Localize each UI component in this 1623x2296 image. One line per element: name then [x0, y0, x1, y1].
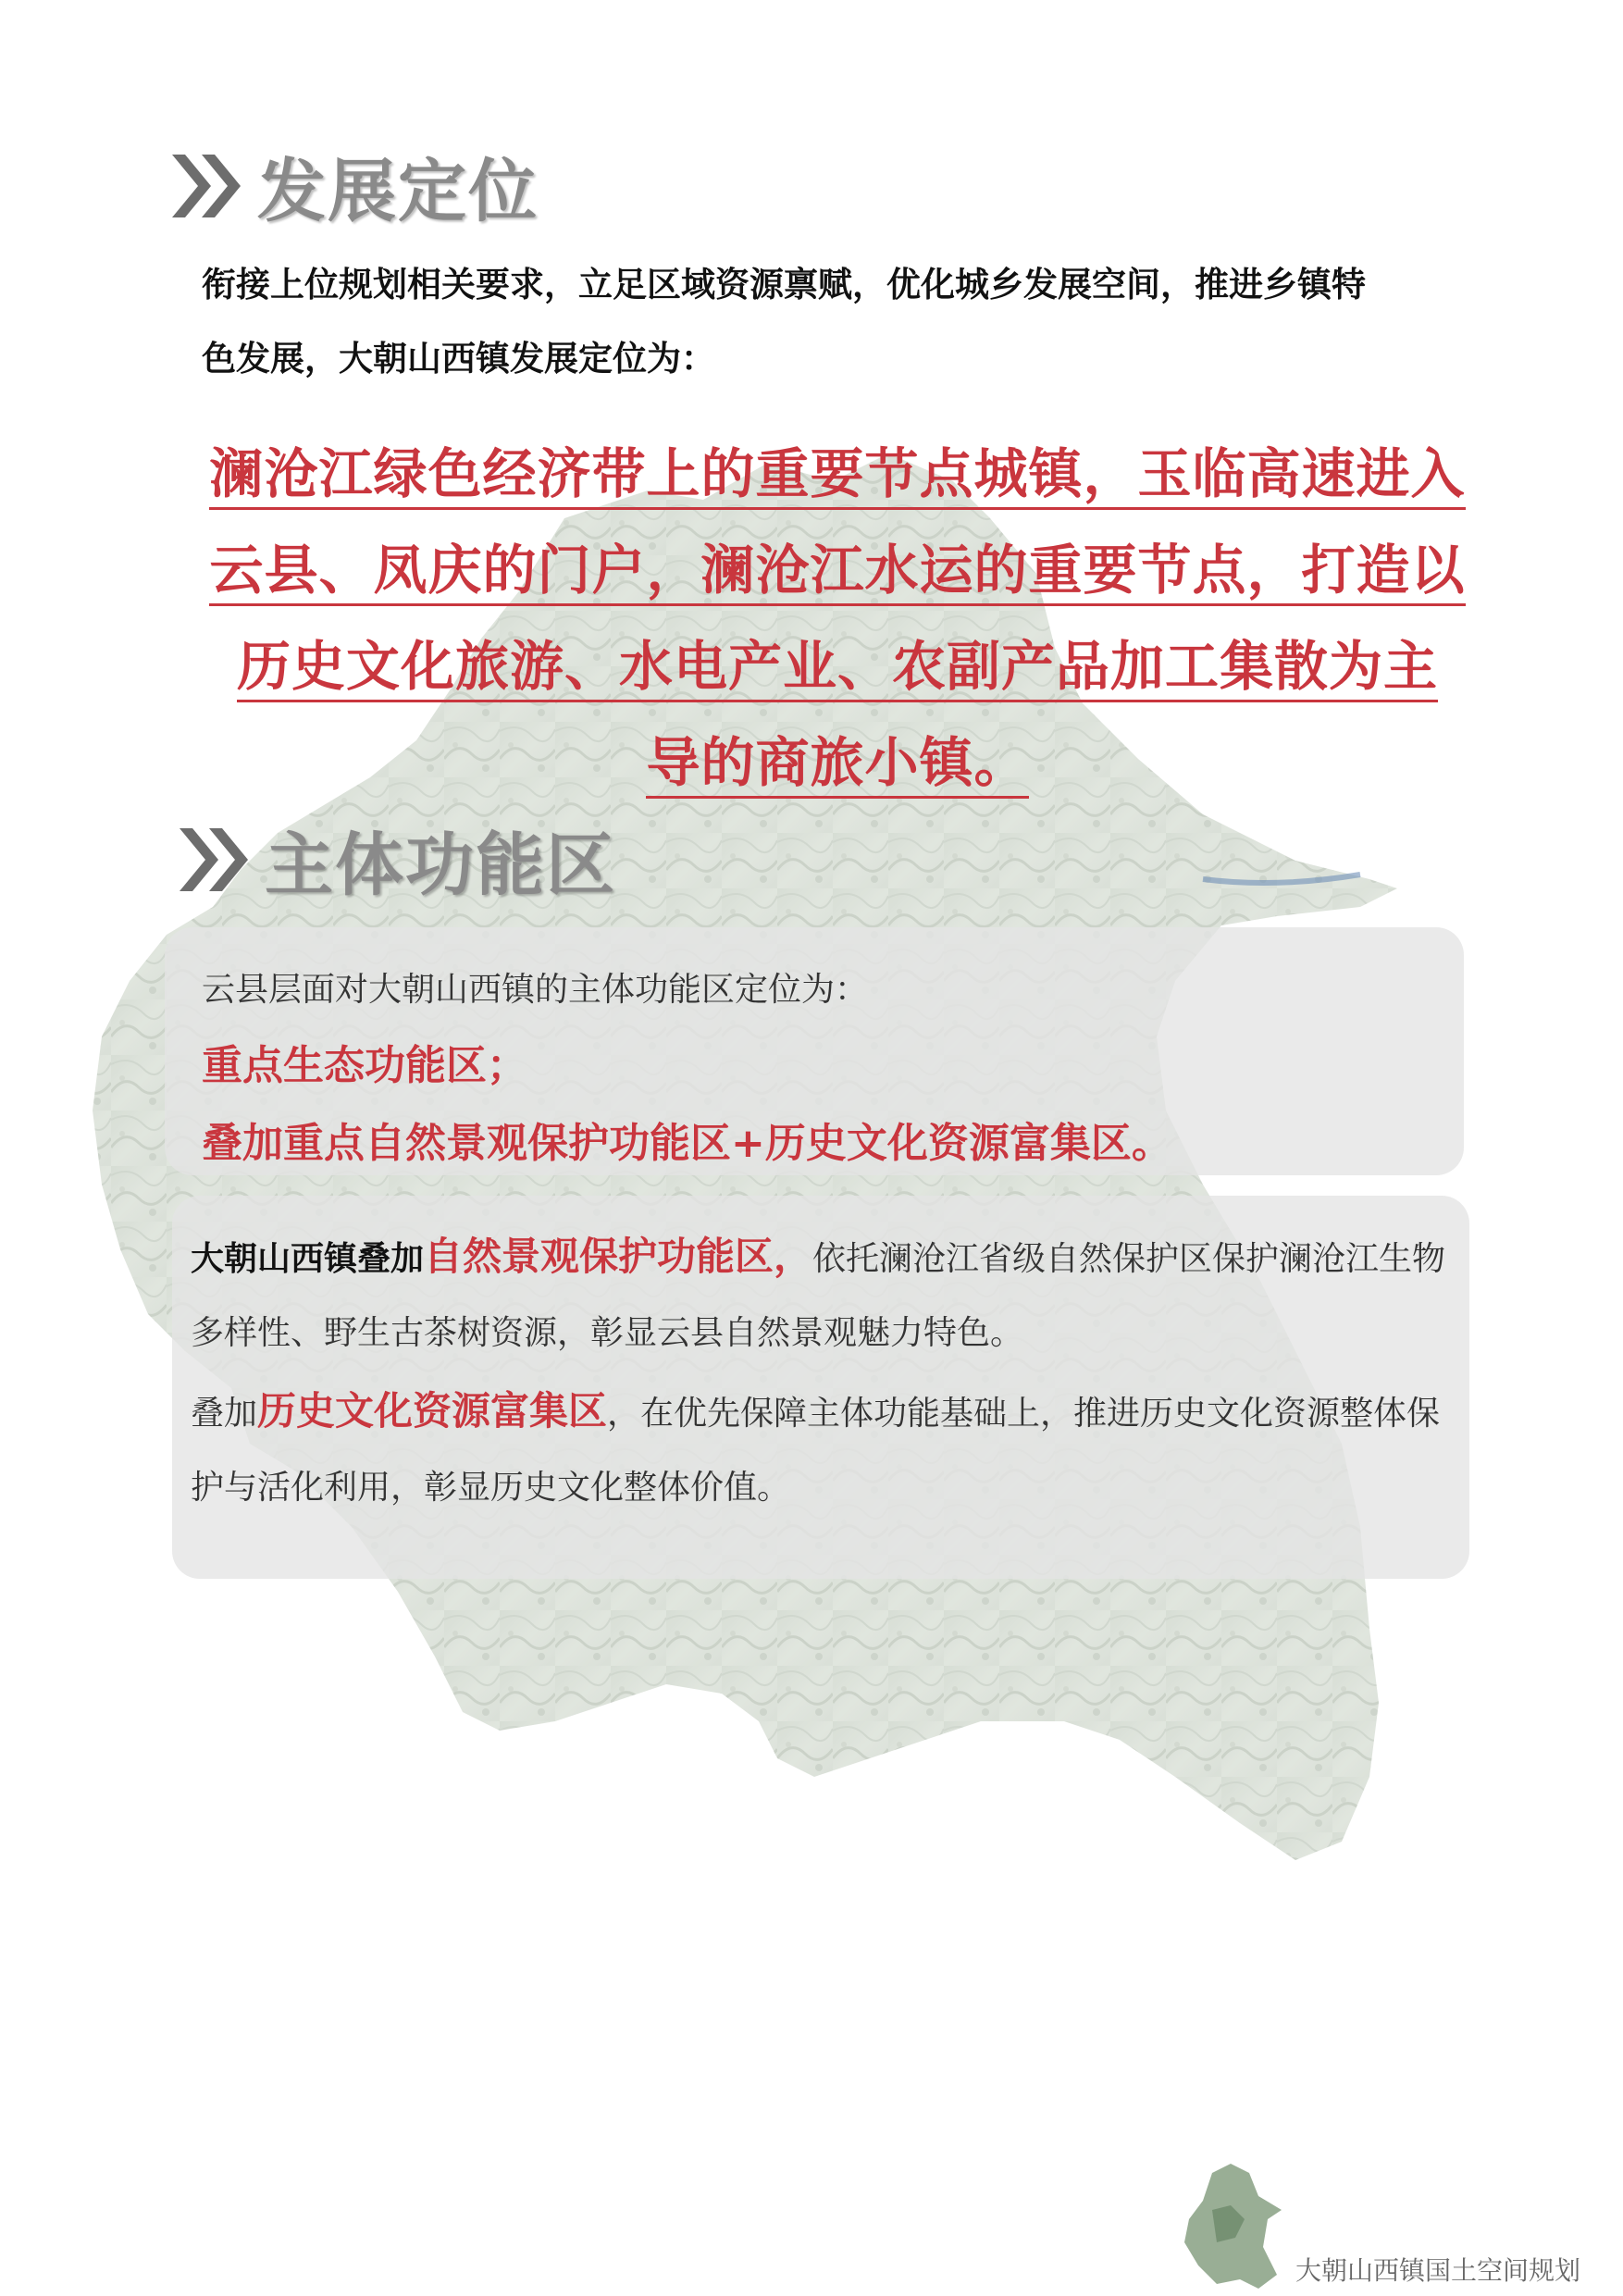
section-title: 主体功能区: [265, 825, 616, 905]
overlay-paragraph-2: [191, 1374, 1458, 1525]
section-title: 发展定位: [257, 152, 539, 231]
overlay-paragraph-1: [191, 1220, 1458, 1371]
overlay-prefix: 大朝山西镇叠加: [191, 1240, 425, 1278]
overlay-text: 依托澜沧江省级自然保护区保护澜沧江生物多样性、野生古茶树资源，彰显云县自然景观魅力特色。: [191, 1240, 1446, 1352]
overlay-prefix: 叠加: [191, 1395, 258, 1433]
positioning-line: 云县、凤庆的门户，澜沧江水运的重要节点，打造以: [194, 522, 1481, 618]
double-chevron-icon: [167, 149, 248, 223]
section-header-main-function-zone: [174, 811, 616, 909]
function-zone-item: 重点生态功能区；: [202, 1042, 527, 1089]
function-zone-intro: 云县层面对大朝山西镇的主体功能区定位为：: [202, 971, 869, 1009]
intro-line-2: 色发展，大朝山西镇发展定位为：: [202, 339, 715, 379]
footer-title: 大朝山西镇国土空间规划: [1295, 2255, 1581, 2286]
section-header-positioning: [167, 137, 539, 235]
double-chevron-icon: [174, 823, 255, 897]
overlay-zone-content: [191, 1220, 1458, 1529]
overlay-highlight: 自然景观保护功能区，: [424, 1234, 813, 1279]
overlay-text: ，在优先保障主体功能基础上，推进历史文化资源整体保护与活化利用，彰显历史文化整体价值。: [191, 1395, 1441, 1507]
overlay-highlight: 历史文化资源富集区: [257, 1388, 608, 1433]
positioning-line: 历史文化旅游、水电产业、农副产品加工集散为主: [194, 618, 1481, 714]
intro-paragraph: [202, 248, 1534, 396]
function-zone-content: [202, 953, 1442, 1183]
positioning-line: 澜沧江绿色经济带上的重要节点城镇，玉临高速进入: [194, 426, 1481, 522]
function-zone-item: 叠加重点自然景观保护功能区+历史文化资源富集区。: [202, 1120, 1172, 1167]
intro-line-1: 衔接上位规划相关要求，立足区域资源禀赋，优化城乡发展空间，推进乡镇特: [202, 265, 1366, 304]
positioning-line: 导的商旅小镇。: [194, 714, 1481, 811]
positioning-statement: [194, 426, 1481, 811]
map-outline-icon: [1175, 2154, 1295, 2293]
